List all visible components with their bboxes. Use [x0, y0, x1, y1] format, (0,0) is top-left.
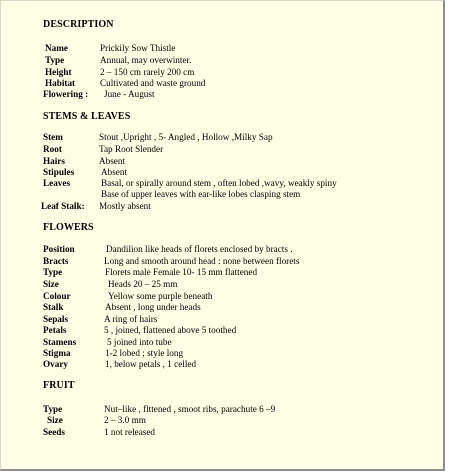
- section-title-flowers: FLOWERS: [43, 222, 94, 233]
- label-flower-type: Type: [43, 267, 63, 277]
- label-flower-size: Size: [43, 279, 59, 289]
- value-stem: Stout ,Upright , 5- Angled , Hollow ,Milky Sap: [99, 132, 273, 142]
- section-title-description: DESCRIPTION: [43, 19, 114, 30]
- value-stamens: 5 joined into tube: [107, 337, 172, 347]
- label-height: Height: [45, 67, 72, 77]
- label-position: Position: [43, 244, 75, 254]
- label-sepals: Sepals: [43, 314, 69, 324]
- value-colour: Yellow some purple beneath: [108, 291, 213, 301]
- label-root: Root: [43, 144, 62, 154]
- value-stalk: Absent , long under heads: [105, 302, 201, 312]
- value-bracts: Long and smooth around head : none between florets: [104, 256, 300, 266]
- label-stem: Stem: [43, 132, 63, 142]
- value-habitat: Cultivated and waste ground: [100, 78, 206, 88]
- value-stipules: Absent: [101, 167, 128, 177]
- label-stipules: Stipules: [43, 167, 75, 177]
- label-ovary: Ovary: [43, 359, 69, 369]
- value-leaves-continued: Base of upper leaves with ear-like lobes clasping stem: [101, 189, 301, 199]
- value-position: Dandilion like heads of florets enclosed by bracts .: [106, 244, 293, 254]
- value-type: Annual, may overwinter.: [100, 55, 192, 65]
- value-flower-size: Heads 20 – 25 mm: [108, 279, 178, 289]
- label-hairs: Hairs: [43, 156, 65, 166]
- label-stalk: Stalk: [43, 302, 64, 312]
- value-leaf-stalk: Mostly absent: [99, 201, 151, 211]
- value-fruit-type: Nut–like , flttened , smoot ribs, parachute 6 –9: [104, 404, 276, 414]
- value-flower-type: Florets male Female 10- 15 mm flattened: [105, 267, 258, 277]
- section-title-stems-leaves: STEMS & LEAVES: [43, 111, 131, 122]
- label-habitat: Habitat: [45, 78, 76, 88]
- value-height: 2 – 150 cm rarely 200 cm: [100, 67, 195, 77]
- label-type: Type: [45, 55, 65, 65]
- value-fruit-size: 2 – 3.0 mm: [104, 415, 146, 425]
- label-name: Name: [45, 43, 68, 53]
- value-flowering: June - August: [104, 89, 155, 99]
- label-fruit-type: Type: [43, 404, 63, 414]
- label-stamens: Stamens: [43, 337, 77, 347]
- value-leaves: Basal, or spirally around stem , often lobed ,wavy, weakly spiny: [101, 178, 337, 188]
- label-colour: Colour: [43, 291, 71, 301]
- value-seeds: 1 not released: [104, 427, 156, 437]
- section-title-fruit: FRUIT: [43, 380, 75, 391]
- value-petals: 5 , joined, flattened above 5 toothed: [104, 325, 237, 335]
- label-seeds: Seeds: [43, 427, 65, 437]
- value-root: Tap Root Slender: [99, 144, 164, 154]
- value-sepals: A ring of hairs: [104, 314, 158, 324]
- label-flowering: Flowering :: [43, 89, 89, 99]
- value-stigma: 1-2 lobed ; style long: [105, 348, 184, 358]
- label-leaf-stalk: Leaf Stalk:: [41, 201, 85, 211]
- label-leaves: Leaves: [43, 178, 71, 188]
- label-fruit-size: Size: [47, 415, 63, 425]
- label-petals: Petals: [43, 325, 67, 335]
- value-name: Prickily Sow Thistle: [100, 43, 176, 53]
- value-hairs: Absent: [99, 156, 126, 166]
- label-stigma: Stigma: [43, 348, 71, 358]
- value-ovary: 1, below petals , 1 celled: [105, 359, 197, 369]
- label-bracts: Bracts: [43, 256, 69, 266]
